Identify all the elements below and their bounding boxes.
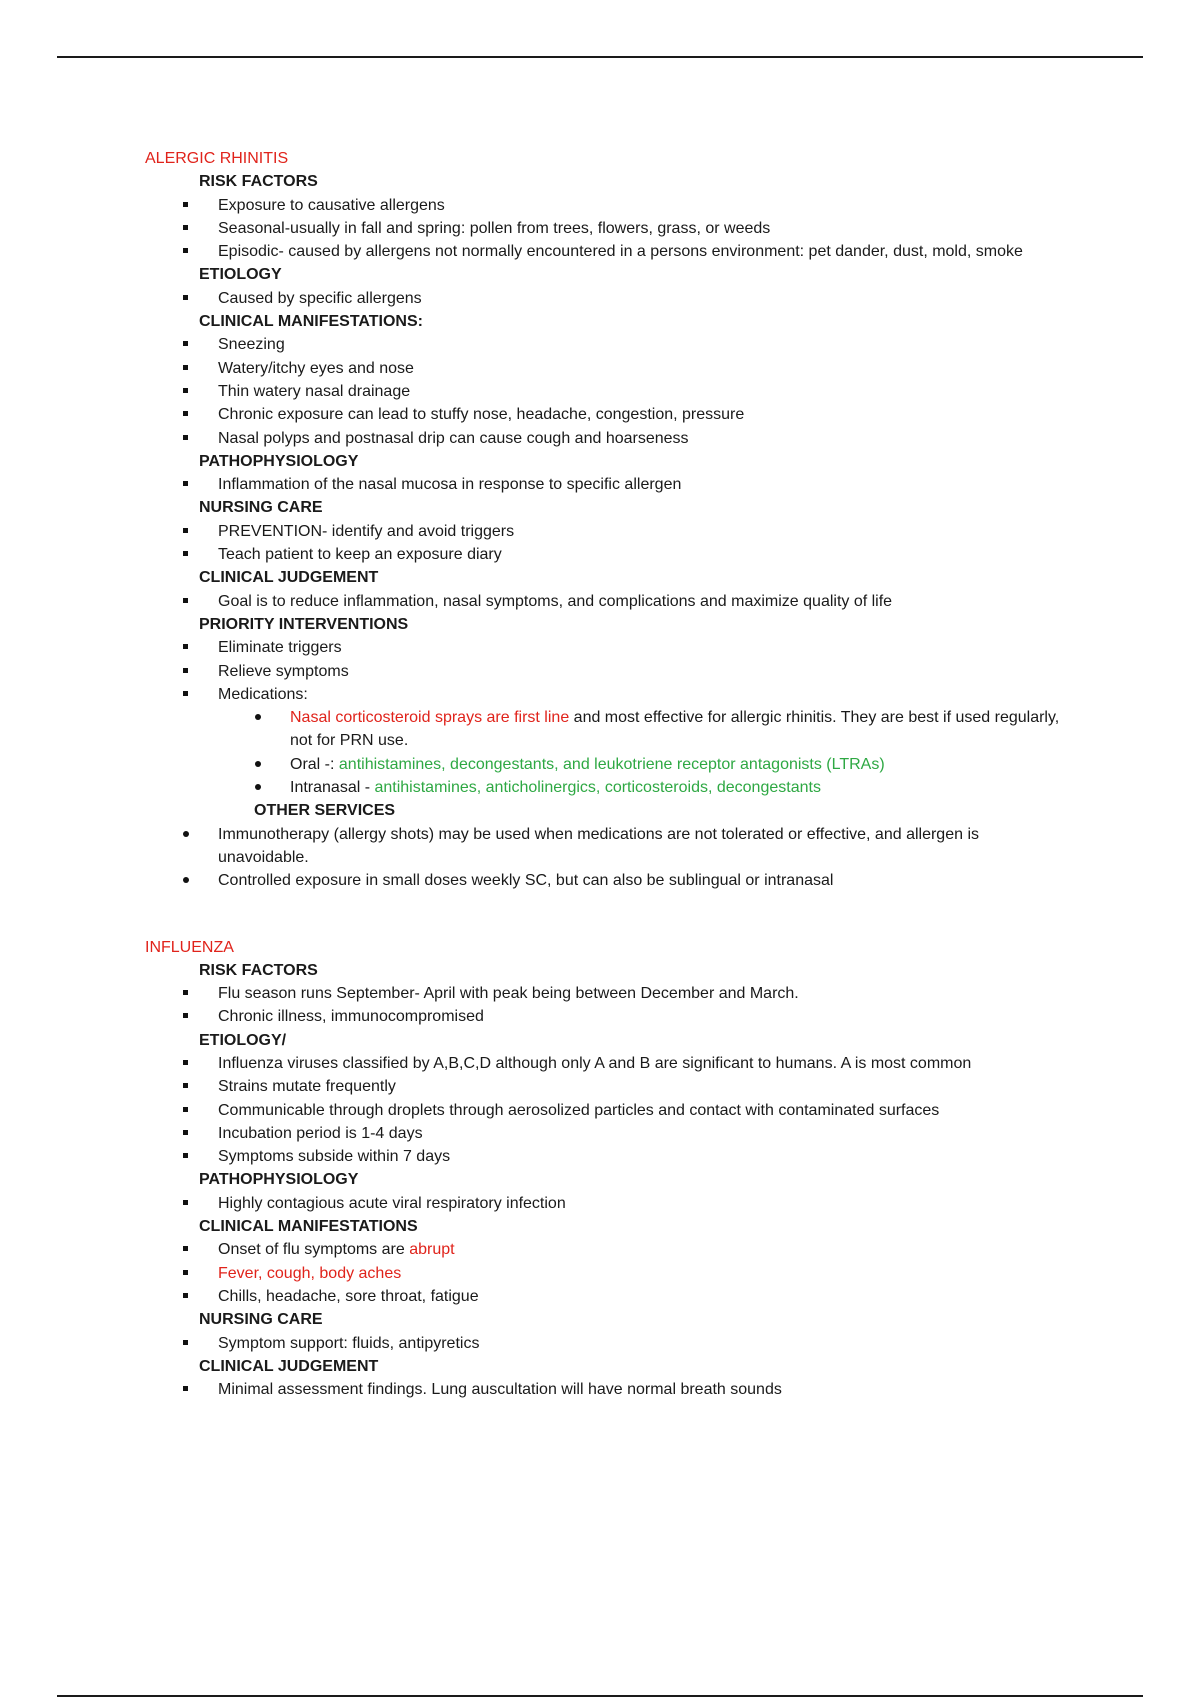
medication-item-oral: Oral -: antihistamines, decongestants, and leukotriene receptor antagonists (LTRAs) <box>145 753 1065 776</box>
list-nursing-care <box>145 520 1065 567</box>
list-nursing-care <box>145 1332 1065 1355</box>
list-item: Immunotherapy (allergy shots) may be used when medications are not tolerated or effective, and allergen is unavoidable. <box>145 823 1065 870</box>
list-etiology <box>145 1052 1065 1168</box>
list-item: Episodic- caused by allergens not normally encountered in a persons environment: pet dander, dust, mold, smoke <box>145 240 1065 263</box>
heading-etiology: ETIOLOGY <box>199 266 282 284</box>
heading-etiology: ETIOLOGY/ <box>199 1031 287 1049</box>
medication-item-nasal: Nasal corticosteroid sprays are first line and most effective for allergic rhinitis. They are best if used regularly, not for PRN use. <box>145 706 1065 753</box>
list-item: Exposure to causative allergens <box>145 194 1065 217</box>
list-item: Symptom support: fluids, antipyretics <box>145 1332 1065 1355</box>
list-other-services <box>145 823 1065 893</box>
list-item: Goal is to reduce inflammation, nasal symptoms, and complications and maximize quality of life <box>145 590 1065 613</box>
list-item: Incubation period is 1-4 days <box>145 1122 1065 1145</box>
heading-risk-factors: RISK FACTORS <box>199 173 318 191</box>
list-item: Medications: <box>145 683 1065 706</box>
list-item: Highly contagious acute viral respiratory infection <box>145 1192 1065 1215</box>
heading-clinical-judgement: CLINICAL JUDGEMENT <box>199 1357 379 1375</box>
highlight-green: antihistamines, decongestants, and leukotriene receptor antagonists (LTRAs) <box>338 755 885 773</box>
section-title-rhinitis: ALERGIC RHINITIS <box>145 150 289 167</box>
medication-item-intranasal: Intranasal - antihistamines, anticholinergics, corticosteroids, decongestants <box>145 776 1065 799</box>
highlight-red: abrupt <box>409 1241 455 1259</box>
list-item: Eliminate triggers <box>145 636 1065 659</box>
highlight-green: antihistamines, anticholinergics, corticosteroids, decongestants <box>374 779 821 797</box>
list-item: Sneezing <box>145 333 1065 356</box>
footer-rule <box>57 1695 1143 1697</box>
heading-nursing-care: NURSING CARE <box>199 499 323 517</box>
highlight-red: Nasal corticosteroid sprays are first line <box>290 709 570 727</box>
list-clinical-judgement <box>145 590 1065 613</box>
heading-pathophysiology: PATHOPHYSIOLOGY <box>199 452 359 470</box>
list-item: Relieve symptoms <box>145 660 1065 683</box>
list-item: Inflammation of the nasal mucosa in response to specific allergen <box>145 473 1065 496</box>
list-item: PREVENTION- identify and avoid triggers <box>145 520 1065 543</box>
list-item: Seasonal-usually in fall and spring: pollen from trees, flowers, grass, or weeds <box>145 217 1065 240</box>
list-clinical-judgement <box>145 1378 1065 1401</box>
list-risk-factors <box>145 194 1065 264</box>
list-item: Teach patient to keep an exposure diary <box>145 543 1065 566</box>
list-item: Influenza viruses classified by A,B,C,D although only A and B are significant to humans. A is most common <box>145 1052 1065 1075</box>
list-risk-factors <box>145 982 1065 1029</box>
heading-clinical-manifestations: CLINICAL MANIFESTATIONS: <box>199 313 423 331</box>
section-title-influenza: INFLUENZA <box>145 938 234 956</box>
heading-risk-factors: RISK FACTORS <box>199 961 318 979</box>
list-clinical-manifestations <box>145 333 1065 449</box>
heading-priority-interventions: PRIORITY INTERVENTIONS <box>199 615 409 633</box>
list-pathophysiology <box>145 1192 1065 1215</box>
heading-clinical-judgement: CLINICAL JUDGEMENT <box>199 569 379 587</box>
list-item: Chronic exposure can lead to stuffy nose, headache, congestion, pressure <box>145 403 1065 426</box>
list-item: Communicable through droplets through aerosolized particles and contact with contaminated surfaces <box>145 1099 1065 1122</box>
list-pathophysiology <box>145 473 1065 496</box>
list-item: Thin watery nasal drainage <box>145 380 1065 403</box>
heading-other-services: OTHER SERVICES <box>254 802 396 820</box>
list-item: Onset of flu symptoms are abrupt <box>145 1238 1065 1261</box>
heading-nursing-care: NURSING CARE <box>199 1311 323 1329</box>
heading-pathophysiology: PATHOPHYSIOLOGY <box>199 1171 359 1189</box>
heading-clinical-manifestations: CLINICAL MANIFESTATIONS <box>199 1218 418 1236</box>
list-item: Caused by specific allergens <box>145 287 1065 310</box>
list-etiology <box>145 287 1065 310</box>
list-item: Strains mutate frequently <box>145 1075 1065 1098</box>
document-body <box>145 147 1065 1401</box>
list-clinical-manifestations <box>145 1238 1065 1308</box>
list-item: Flu season runs September- April with peak being between December and March. <box>145 982 1065 1005</box>
list-item: Chronic illness, immunocompromised <box>145 1005 1065 1028</box>
list-item: Nasal polyps and postnasal drip can cause cough and hoarseness <box>145 427 1065 450</box>
header-rule <box>57 56 1143 58</box>
list-item: Controlled exposure in small doses weekly SC, but can also be sublingual or intranasal <box>145 869 1065 892</box>
list-item: Symptoms subside within 7 days <box>145 1145 1065 1168</box>
list-priority-interventions <box>145 636 1065 799</box>
list-item: Fever, cough, body aches <box>145 1262 1065 1285</box>
list-item: Chills, headache, sore throat, fatigue <box>145 1285 1065 1308</box>
list-item: Minimal assessment findings. Lung auscultation will have normal breath sounds <box>145 1378 1065 1401</box>
list-item: Watery/itchy eyes and nose <box>145 357 1065 380</box>
